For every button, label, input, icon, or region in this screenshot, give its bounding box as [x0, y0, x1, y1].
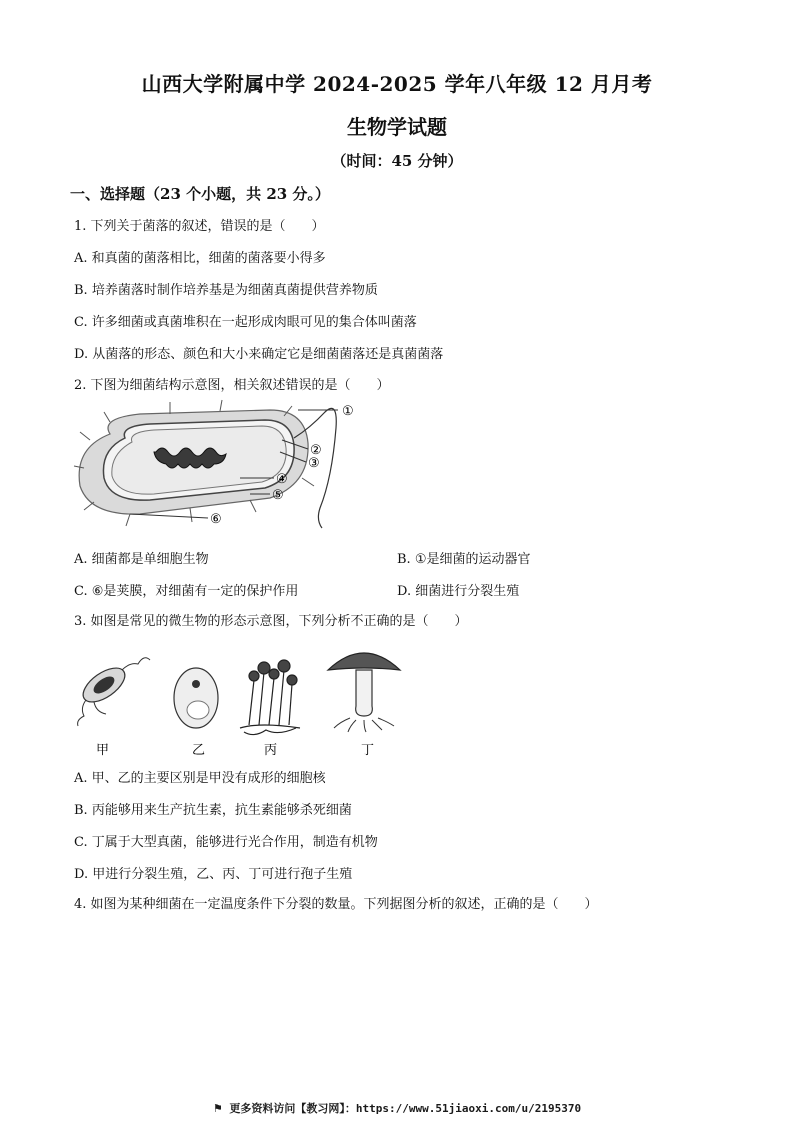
footer-link[interactable]	[0, 1100, 794, 1116]
q1-option-b: B. 培养菌落时制作培养基是为细菌真菌提供营养物质	[74, 283, 378, 298]
exam-subtitle: 生物学试题	[347, 115, 447, 139]
q2-stem: 2. 下图为细菌结构示意图，相关叙述错误的是（ ）	[74, 378, 390, 393]
q2-option-c: C. ⑥是荚膜，对细菌有一定的保护作用	[74, 584, 299, 599]
section-heading: 一、选择题（23 个小题，共 23 分。）	[70, 185, 330, 203]
exam-title: 山西大学附属中学 2024-2025 学年八年级 12 月月考	[141, 72, 653, 96]
q3-option-d: D. 甲进行分裂生殖，乙、丙、丁可进行孢子生殖	[74, 867, 353, 882]
label-cytoplasm: ④	[276, 472, 288, 487]
footer-text[interactable]: 更多资料访问【教习网】：https://www.51jiaoxi.com/u/2195370	[229, 1102, 582, 1115]
q3-option-b: B. 丙能够用来生产抗生素，抗生素能够杀死细菌	[74, 803, 352, 818]
label-membrane: ③	[308, 456, 320, 471]
bacterium-diagram	[70, 398, 370, 538]
bacterium-jia	[77, 658, 150, 726]
q2-option-a: A. 细菌都是单细胞生物	[74, 552, 209, 567]
label-dna: ⑤	[272, 488, 284, 503]
q1-option-c: C. 许多细菌或真菌堆积在一起形成肉眼可见的集合体叫菌落	[74, 315, 417, 330]
q3-stem: 3. 如图是常见的微生物的形态示意图，下列分析不正确的是（ ）	[74, 614, 468, 629]
bacterium-illustration	[74, 400, 336, 528]
flag-icon: ⚑	[212, 1102, 223, 1115]
microbes-diagram	[74, 640, 414, 760]
q2-option-d: D. 细菌进行分裂生殖	[397, 584, 520, 599]
q1-option-d: D. 从菌落的形态、颜色和大小来确定它是细菌菌落还是真菌菌落	[74, 347, 444, 362]
yeast-yi	[174, 668, 218, 728]
label-bing: 丙	[264, 743, 278, 758]
label-capsule: ⑥	[210, 512, 222, 527]
mushroom-ding	[328, 653, 400, 732]
q1-stem: 1. 下列关于菌落的叙述，错误的是（ ）	[74, 219, 325, 234]
label-yi: 乙	[192, 743, 206, 758]
q2-option-b: B. ①是细菌的运动器官	[397, 552, 531, 567]
q4-stem: 4. 如图为某种细菌在一定温度条件下分裂的数量。下列据图分析的叙述，正确的是（ ）	[74, 897, 598, 912]
label-flagellum: ①	[342, 404, 354, 419]
q3-option-c: C. 丁属于大型真菌，能够进行光合作用，制造有机物	[74, 835, 378, 850]
exam-time: （时间：45 分钟）	[331, 152, 463, 170]
label-jia: 甲	[96, 743, 110, 758]
mold-bing	[240, 660, 300, 735]
q1-option-a: A. 和真菌的菌落相比，细菌的菌落要小得多	[74, 251, 326, 266]
label-cell-wall: ②	[310, 443, 322, 458]
label-ding: 丁	[361, 743, 375, 758]
q3-option-a: A. 甲、乙的主要区别是甲没有成形的细胞核	[74, 771, 326, 786]
